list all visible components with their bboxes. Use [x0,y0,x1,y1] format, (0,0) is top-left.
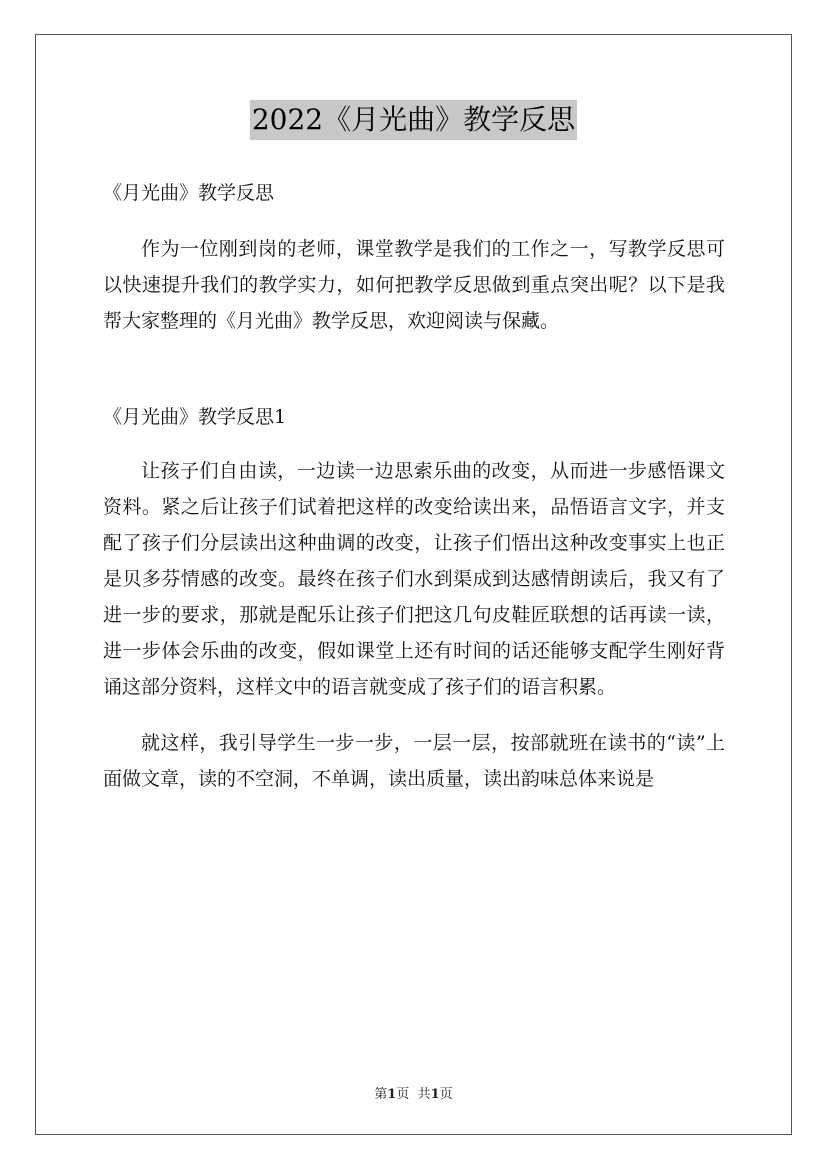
intro-paragraph: 作为一位刚到岗的老师，课堂教学是我们的工作之一，写教学反思可以快速提升我们的教学实力，如何把教学反思做到重点突出呢？以下是我帮大家整理的《月光曲》教学反思，欢迎阅读与保藏。 [103,238,725,332]
page-footer [0,1083,827,1102]
total-label-suffix: 页 [439,1087,453,1102]
body-paragraph: 就这样，我引导学生一步一步，一层一层，按部就班在读书的“读”上面做文章，读的不空洞，不单调，读出质量，读出韵味总体来说是 [103,732,725,790]
document-body [103,175,725,797]
document-title: 2022《月光曲》教学反思 [250,100,577,140]
body-paragraph: 让孩子们自由读，一边读一边思索乐曲的改变，从而进一步感悟课文资料。紧之后让孩子们试着把这样的改变给读出来，品悟语言文字，并支配了孩子们分层读出这种曲调的改变，让孩子们悟出这种改变事实上也正是贝多芬情感的改变。最终在孩子们水到渠成到达感情朗读后，我又有了进一步的要求，那就是配乐让孩子们把这几句皮鞋匠联想的话再读一读，进一步体会乐曲的改变，假如课堂上还有时间的话还能够支配学生刚好背诵这部分资料，这样文中的语言就变成了孩子们的语言积累。 [103,460,725,698]
page-label-suffix: 页 [396,1087,410,1102]
section-heading: 《月光曲》教学反思1 [103,406,287,428]
section-heading: 《月光曲》教学反思 [103,182,275,204]
current-page-number: 1 [387,1087,397,1102]
title-container [0,100,827,140]
total-page-number: 1 [430,1087,440,1102]
total-label-prefix: 共 [417,1087,431,1102]
page-label-prefix: 第 [374,1087,388,1102]
